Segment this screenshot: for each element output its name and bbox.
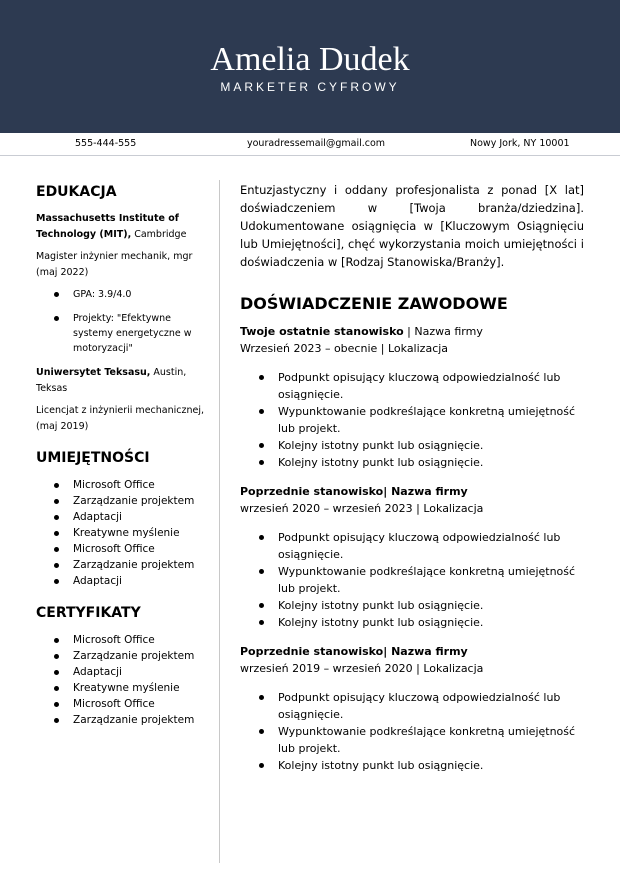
school-2-name: Uniwersytet Teksasu,	[36, 367, 151, 378]
list-item: Wypunktowanie podkreślające konkretną umiejętność lub projekt.	[240, 563, 584, 597]
list-item: Adaptacji	[36, 573, 206, 589]
job-position: Twoje ostatnie stanowisko	[240, 325, 404, 338]
candidate-role: MARKETER CYFROWY	[220, 80, 400, 94]
list-item: Adaptacji	[36, 509, 206, 525]
list-item: Zarządzanie projektem	[36, 648, 206, 664]
job-title	[240, 483, 584, 500]
list-item: Kolejny istotny punkt lub osiągnięcie.	[240, 437, 584, 454]
list-item: Kreatywne myślenie	[36, 525, 206, 541]
list-item: Podpunkt opisujący kluczową odpowiedzialność lub osiągnięcie.	[240, 529, 584, 563]
certs-title: CERTYFIKATY	[36, 605, 141, 621]
list-item: Microsoft Office	[36, 541, 206, 557]
contact-email: youradressemail@gmail.com	[247, 138, 386, 149]
list-item: Wypunktowanie podkreślające konkretną umiejętność lub projekt.	[240, 723, 584, 757]
list-item: Kolejny istotny punkt lub osiągnięcie.	[240, 597, 584, 614]
school-1-name: Massachusetts Institute of Technology (MIT),	[36, 213, 179, 240]
job-meta: wrzesień 2019 – wrzesień 2020 | Lokalizacja	[240, 662, 484, 675]
job-entry	[240, 643, 584, 774]
list-item: Podpunkt opisujący kluczową odpowiedzialność lub osiągnięcie.	[240, 689, 584, 723]
header-banner	[0, 0, 620, 133]
list-item: Zarządzanie projektem	[36, 493, 206, 509]
skills-list	[36, 477, 206, 589]
education-school-2	[36, 365, 206, 397]
education-details-list	[36, 287, 206, 356]
list-item: Projekty: "Efektywne systemy energetyczne w motoryzacji"	[36, 311, 206, 356]
job-meta: wrzesień 2020 – wrzesień 2023 | Lokalizacja	[240, 502, 484, 515]
list-item: Zarządzanie projektem	[36, 712, 206, 728]
list-item: Microsoft Office	[36, 477, 206, 493]
school-2-city: Austin, Teksas	[36, 367, 187, 394]
column-divider	[219, 180, 220, 863]
list-item: Kreatywne myślenie	[36, 680, 206, 696]
list-item: Kolejny istotny punkt lub osiągnięcie.	[240, 454, 584, 471]
contact-location: Nowy Jork, NY 10001	[470, 138, 570, 149]
job-position: Poprzednie stanowisko| Nazwa firmy	[240, 645, 468, 658]
job-title	[240, 643, 584, 660]
job-meta: Wrzesień 2023 – obecnie | Lokalizacja	[240, 342, 449, 355]
job-position: Poprzednie stanowisko| Nazwa firmy	[240, 485, 468, 498]
job-company: | Nazwa firmy	[403, 325, 483, 338]
left-column	[36, 183, 206, 743]
list-item: Zarządzanie projektem	[36, 557, 206, 573]
education-title: EDUKACJA	[36, 184, 117, 200]
certs-list	[36, 632, 206, 728]
education-degree-2: Licencjat z inżynierii mechanicznej, (maj 2019)	[36, 405, 204, 432]
job-bullets	[240, 369, 584, 471]
contact-bar	[0, 133, 620, 156]
job-bullets	[240, 529, 584, 631]
school-1-city: Cambridge	[131, 229, 187, 240]
profile-summary: Entuzjastyczny i oddany profesjonalista z ponad [X lat] doświadczeniem w [Twoja branża/dziedzina]. Udokumentowane osiągnięcia w [Kluczowym Osiągnięciu lub Umiejętności], chęć wykorzystania moich umiejętności i doświadczenia w [Rodzaj Stanowiska/Branży].	[240, 183, 584, 269]
list-item: Adaptacji	[36, 664, 206, 680]
list-item: Kolejny istotny punkt lub osiągnięcie.	[240, 614, 584, 631]
education-school-1	[36, 211, 206, 243]
job-entry	[240, 323, 584, 471]
skills-title: UMIEJĘTNOŚCI	[36, 450, 150, 466]
job-bullets	[240, 689, 584, 774]
list-item: Microsoft Office	[36, 696, 206, 712]
job-entry	[240, 483, 584, 631]
education-degree-1: Magister inżynier mechanik, mgr (maj 2022)	[36, 251, 193, 278]
contact-phone: 555-444-555	[75, 138, 137, 149]
experience-title: DOŚWIADCZENIE ZAWODOWE	[240, 294, 508, 313]
list-item: GPA: 3.9/4.0	[36, 287, 206, 302]
list-item: Podpunkt opisujący kluczową odpowiedzialność lub osiągnięcie.	[240, 369, 584, 403]
candidate-name: Amelia Dudek	[210, 41, 410, 78]
right-column	[240, 181, 584, 786]
list-item: Kolejny istotny punkt lub osiągnięcie.	[240, 757, 584, 774]
list-item: Wypunktowanie podkreślające konkretną umiejętność lub projekt.	[240, 403, 584, 437]
list-item: Microsoft Office	[36, 632, 206, 648]
job-title	[240, 323, 584, 340]
